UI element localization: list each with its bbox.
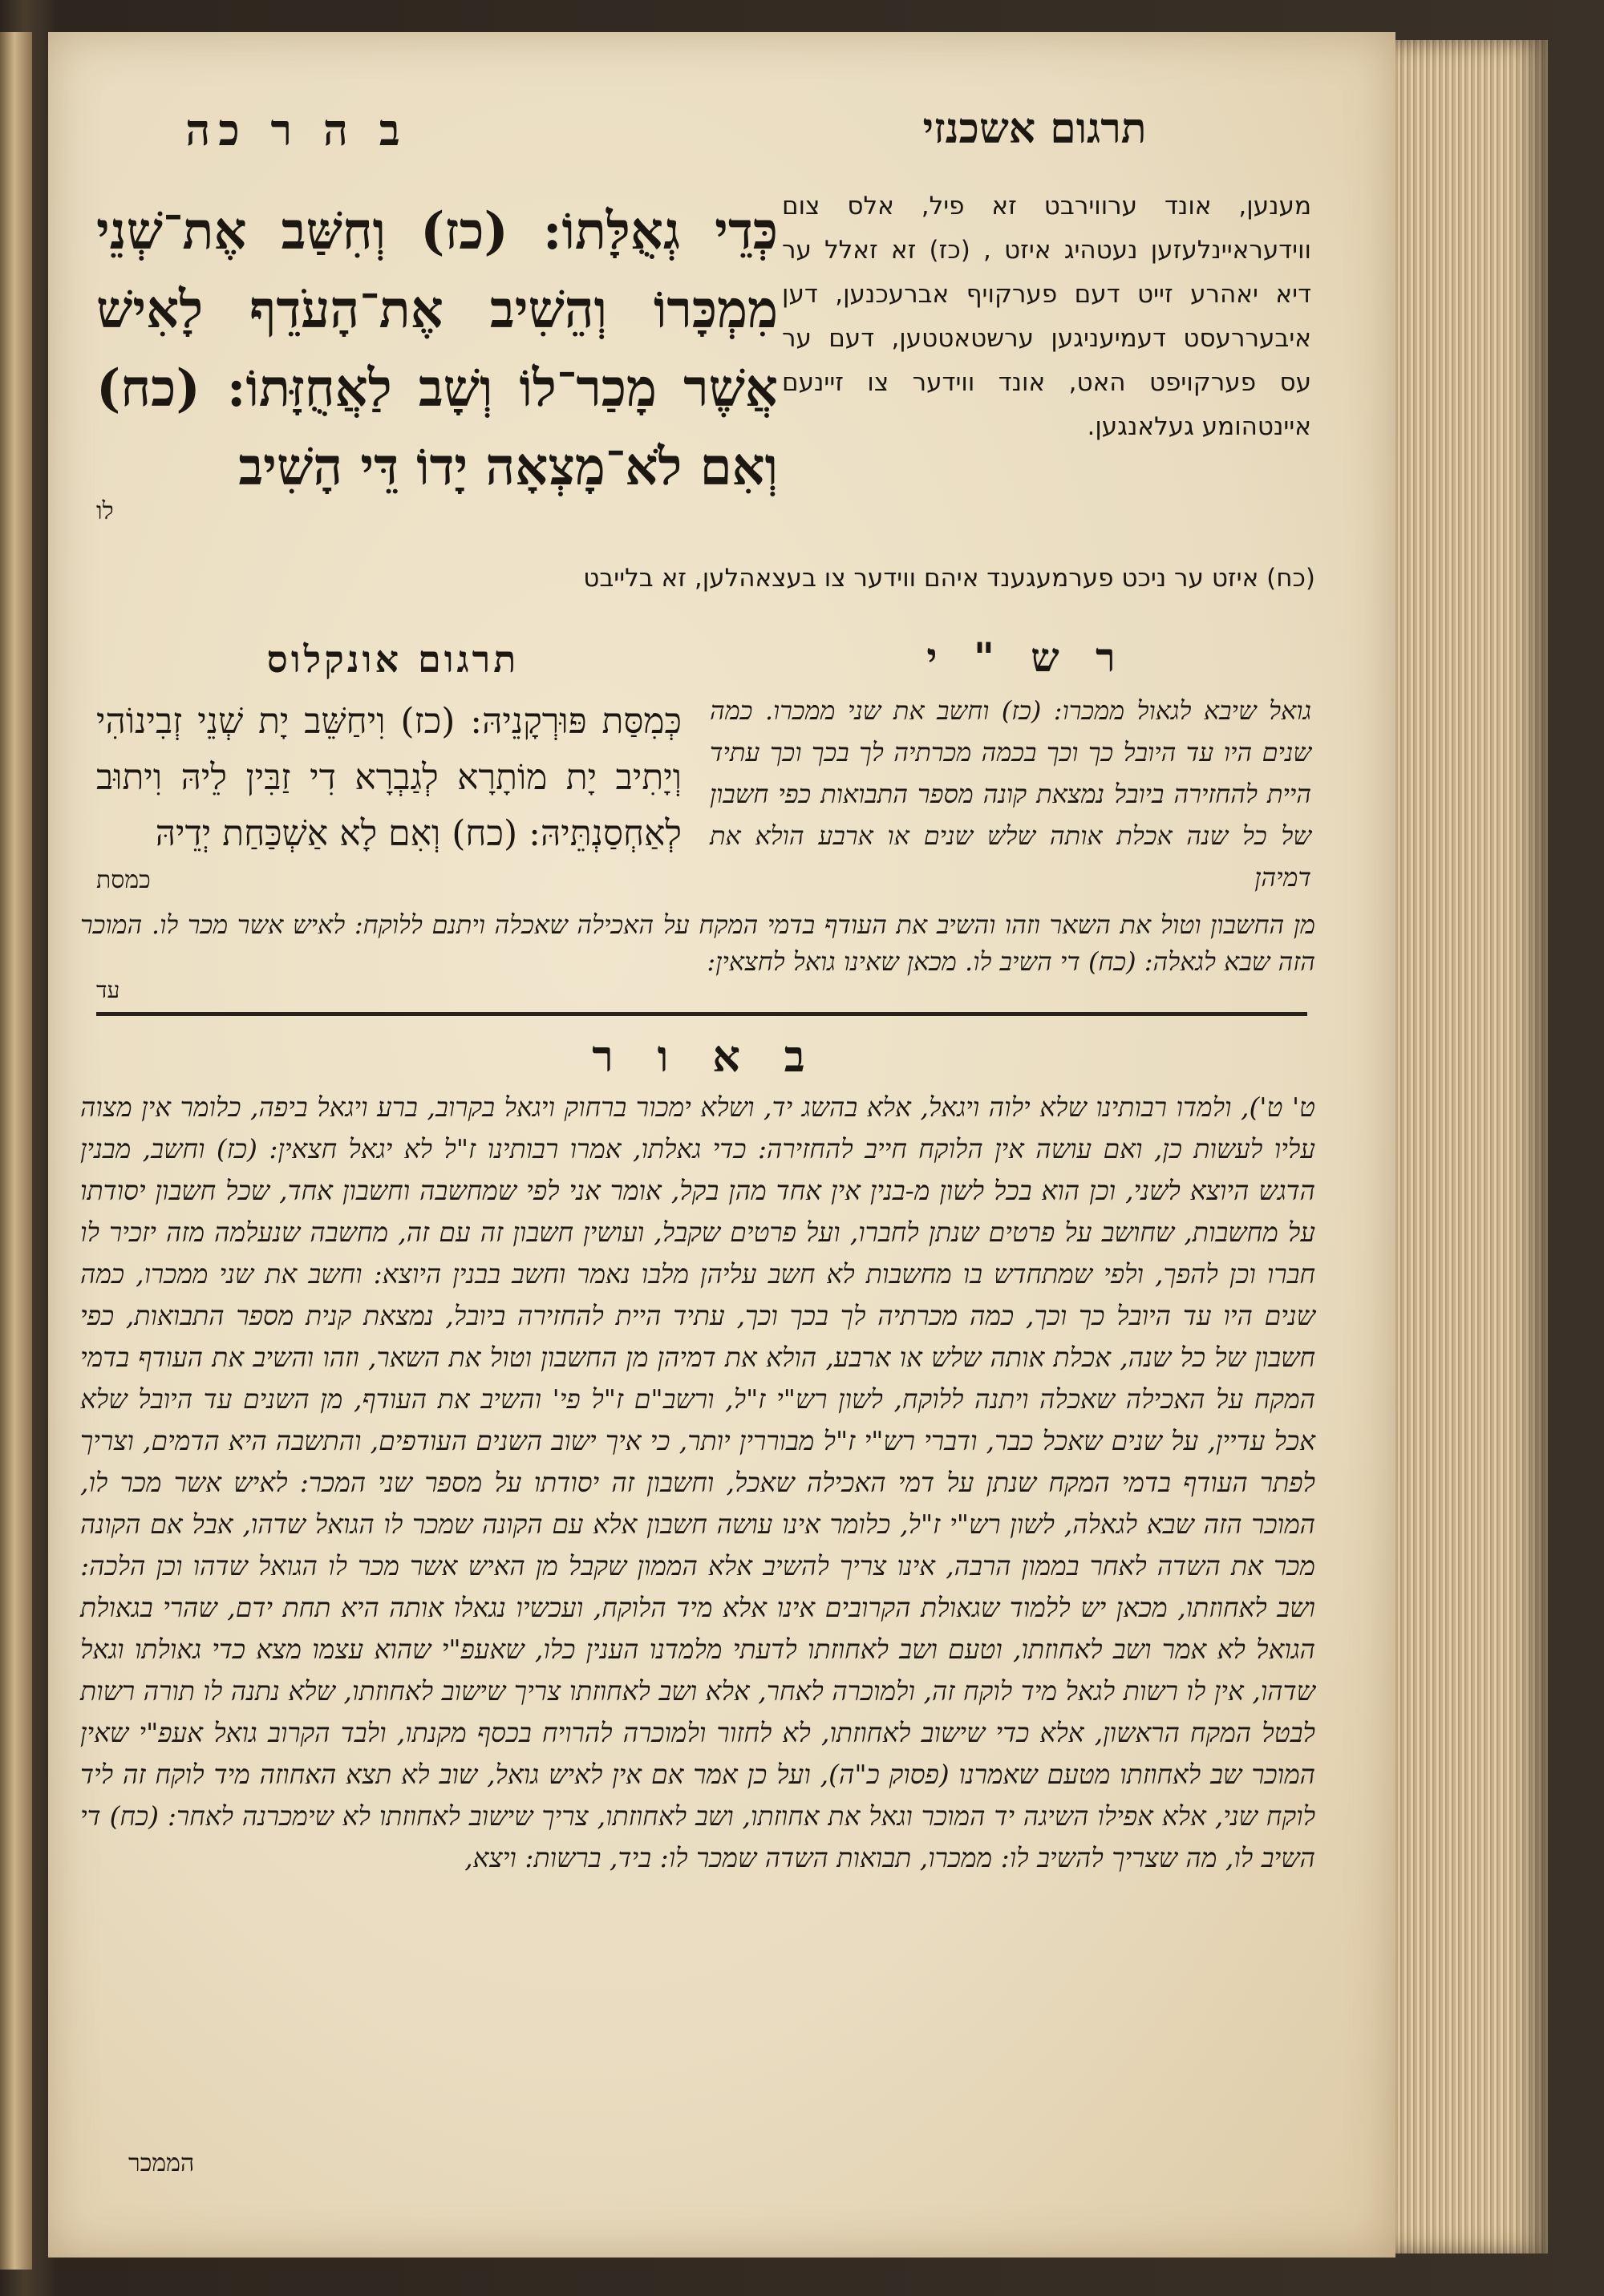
onkelos-catchword: כמסת (96, 866, 151, 894)
biur-text: ט' ט'), ולמדו רבותינו שלא ילוה ויגאל, אלא בהשג יד, ושלא ימכור ברחוק ויגאל בקרוב, ברע ויגאל ביפה, כלומר אין מצוה עליו לעשות כן, ואם עושה אין הלוקח חייב להחזירה: כדי גאלתו, אמרו רבותינו ז"ל לא יגאל חצאין: (כז) וחשב, מבנין הדגש היוצא לשני, וכן הוא בכל לשון מ-בנין אין אחד מהן בקל, אומר אני לפי שמחשבה וחשבון אחד, שכל חשבון יסודתו על מחשבות, שחושב על פרטים שנתן לחברו, ועל פרטים שקבל, ועושין חשבון זה עם זה, מחשבה שנעלמה מזה יזכיר לו חברו וכן להפך, ולפי שמתחדש בו מחשבות לא חשב עליהן מלבו נאמר וחשב בבנין היוצא: וחשב את שני ממכרו, כמה שנים היו עד היובל כך וכך, כמה מכרתיה לך בכך וכך, עתיד היית להחזירה ביובל, נמצאת קנית מספר התבואות, כפי חשבון של כל שנה, אכלת אותה שלש או ארבע, הולא את דמיהן מן החשבון וטול את השאר, וזהו והשיב את העודף בדמי המקח על האכילה שאכלה ויתנה ללוקח, לשון רש"י ז"ל, ורשב"ם ז"ל פי' והשיב את העודף, מן השנים עד היובל שלא אכל עדיין, על שנים שאכל כבר, ודברי רש"י ז"ל מבוררין יותר, כי איך ישוב השנים העודפים, והתשבה היא הדמים, וצריך לפתר העודף בדמי המקח שנתן על דמי האכילה שאכל, וחשבון זה יסודתו על מספר שני המכר: לאיש אשר מכר לו, המוכר הזה שבא לגאלה, לשון רש"י ז"ל, כלומר אינו עושה חשבון אלא עם הקונה שמכר לו הגואל שדהו, אבל אם הקונה מכר את השדה לאחר בממון הרבה, אינו צריך להשיב אלא הממון שקבל מן האיש אשר מכר לו הגואל שדהו וכן הלכה: ושב לאחוזתו, מכאן יש ללמוד שגאולת הקרובים אינו אלא מיד הלוקח, ועכשיו נגאלו אותה היא תחת ידם, שהרי בגאולת הגואל לא אמר ושב לאחוזתו, וטעם ושב לאחוזתו לדעתי מלמדנו הענין כלו, שאעפ"י שהוא עצמו מצא כדי גאולתו וגאל שדהו, אין לו רשות לגאל מיד לוקח זה, ולמוכרה לאחר, אלא ושב לאחוזתו צריך שישוב לאחוזתו, שלא נתנה לו תורה רשות לבטל המקח הראשון, אלא כדי שישוב לאחוזתו, לא לחזור ולמוכרה להרויח בכסף מקנתו, ולבד הקרוב גואל אעפ"י שאין המוכר שב לאחוזתו מטעם שאמרנו (פסוק כ"ה), ועל כן אמר אם אין לאיש גואל, שוב לא תצא האחוזה מיד לוקח זה ליד לוקח שני, אלא אפילו השיגה יד המוכר וגאל את אחוזתו, ושב לאחוזתו, צריך שישוב לאחוזתו לא שימכרנה לאחר: (כח) די השיב לו, מה שצריך להשיב לו: ממכרו, תבואות השדה שמכר לו: ביד, ברשות: ויצא, (80, 1091, 1316, 1873)
german-translation-text: מענען, אונד ערווירבט זא פיל, אלס צום ווידעראיינלעזען נעטהיג איזט , (כז) זא זאלל ער דיא יאהרע זייט דעם פערקויף אברעכנען, דען איבעררעסט דעמיעניגען ערשטאטטען, דעם ער עס פערקויפט האט, אונד ווידער צו זיינעם איינטהומע געלאנגען. (782, 192, 1311, 441)
biur-catchword: הממכר (128, 2149, 195, 2177)
section-divider (96, 1012, 1307, 1016)
rashi-catchword: עד (96, 977, 120, 1003)
onkelos-title: תרגום אונקלוס (266, 638, 520, 681)
german-continuation-text: (כח) איזט ער ניכט פערמעגענד איהם ווידער צו בעצאהלען, זא (661, 564, 1315, 593)
verse-catchword: לו (96, 497, 114, 525)
rashi-continuation: מן החשבון וטול את השאר וזהו והשיב את העודף בדמי המקח על האכילה שאכלה ויתנם ללוקח: לאיש אשר מכר לו. המוכר הזה שבא לגאלה: (כח) די השיב לו. מכאן שאינו גואל לחצאין: (80, 909, 1315, 977)
german-catchword: בלייבט (583, 564, 654, 593)
torah-verse-text: כְּדֵי גְאֻלָּתוֹ: (כז) וְחִשַּׁב אֶת־שְׁנֵי מִמְכָּרוֹ וְהֵשִׁיב אֶת־הָעֹדֵף לָאִישׁ אֲשֶׁר מָכַר־לוֹ וְשָׁב לַאֲחֻזָּתוֹ: (כח) וְאִם לֹא־מָצְאָה יָדוֹ דֵּי הָשִׁיב (96, 201, 778, 497)
onkelos-text: כְּמִסַּת פּוּרְקָנֵיהּ: (כז) וִיחַשֵּׁב יָת שְׁנֵי זְבִינוֹהִי וְיָתִיב יָת מוֹתָרָא לְגַבְרָא דִי זַבִּין לֵיהּ וִיתוּב לְאַחְסַנְתֵּיהּ: (כח) וְאִם לָא אַשְׁכַּחַת יְדֵיהּ (96, 701, 682, 854)
page-block-edge (1395, 40, 1548, 2253)
rashi-title: ר ש " י (926, 634, 1127, 681)
biur-title: ב א ו ר (592, 1031, 820, 1082)
header-parasha-title: ב ה ר כה (185, 104, 408, 156)
header-translation-title: תרגום אשכנזי (922, 104, 1147, 153)
rashi-text: גואל שיבא לגאול ממכרו: (כז) וחשב את שני ממכרו. כמה שנים היו עד היובל כך וכך בכמה מכרתיה לך בכך וכך עתיד היית להחזירה ביובל נמצאת קונה מספר התבואות כפי חשבון של כל שנה אכלת אותה שלש שנים או ארבע הולא את דמיהן (710, 695, 1312, 893)
left-page-edge (0, 32, 32, 2270)
german-translation-continuation (80, 561, 1315, 595)
